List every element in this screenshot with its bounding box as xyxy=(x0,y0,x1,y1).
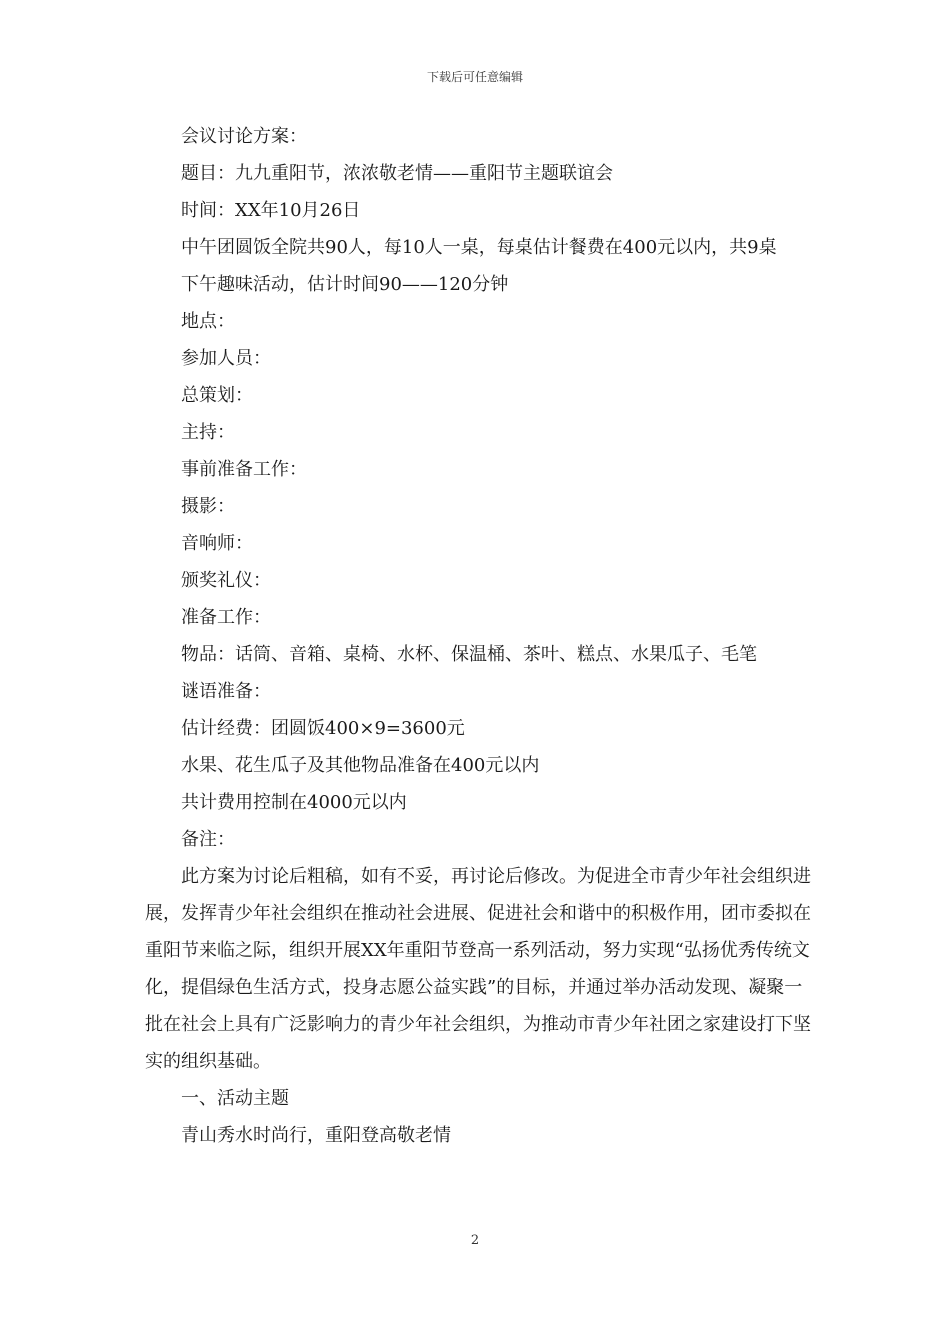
preparation-line: 准备工作： xyxy=(181,607,271,628)
fruit-budget-line: 水果、花生瓜子及其他物品准备在400元以内 xyxy=(181,755,540,776)
section-heading-theme: 一、活动主题 xyxy=(181,1088,289,1109)
theme-line: 青山秀水时尚行，重阳登高敬老情 xyxy=(181,1125,451,1146)
items-line: 物品：话筒、音箱、桌椅、水杯、保温桶、茶叶、糕点、水果瓜子、毛笔 xyxy=(181,644,757,665)
remarks-line: 备注： xyxy=(181,829,235,850)
total-budget-line: 共计费用控制在4000元以内 xyxy=(181,792,407,813)
location-line: 地点： xyxy=(181,311,235,332)
chief-planner-line: 总策划： xyxy=(181,385,253,406)
page-header: 下载后可任意编辑 xyxy=(426,70,523,84)
document-body xyxy=(145,118,813,1154)
body-paragraph: 此方案为讨论后粗稿，如有不妥，再讨论后修改。为促进全市青少年社会组织进展，发挥青少年社会组织在推动社会进展、促进社会和谐中的积极作用，团市委拟在重阳节来临之际，组织开展XX年重阳节登高一系列活动，努力实现“弘扬优秀传统文化，提倡绿色生活方式，投身志愿公益实践”的目标，并通过举办活动发现、凝聚一批在社会上具有广泛影响力的青少年社会组织，为推动市青少年社团之家建设打下坚实的组织基础。 xyxy=(145,866,811,1072)
afternoon-activity-line: 下午趣味活动，估计时间90——120分钟 xyxy=(181,274,509,295)
budget-line: 估计经费：团圆饭400×9=3600元 xyxy=(181,718,465,739)
meeting-plan-heading: 会议讨论方案： xyxy=(181,126,307,147)
time-line: 时间：XX年10月26日 xyxy=(181,200,361,221)
award-etiquette-line: 颁奖礼仪： xyxy=(181,570,271,591)
page-number: 2 xyxy=(470,1233,480,1248)
riddles-line: 谜语准备： xyxy=(181,681,271,702)
participants-line: 参加人员： xyxy=(181,348,271,369)
advance-prep-line: 事前准备工作： xyxy=(181,459,307,480)
sound-engineer-line: 音响师： xyxy=(181,533,253,554)
topic-line: 题目：九九重阳节，浓浓敬老情——重阳节主题联谊会 xyxy=(181,163,613,184)
host-line: 主持： xyxy=(181,422,235,443)
photography-line: 摄影： xyxy=(181,496,235,517)
lunch-line: 中午团圆饭全院共90人，每10人一桌，每桌估计餐费在400元以内，共9桌 xyxy=(181,237,777,258)
